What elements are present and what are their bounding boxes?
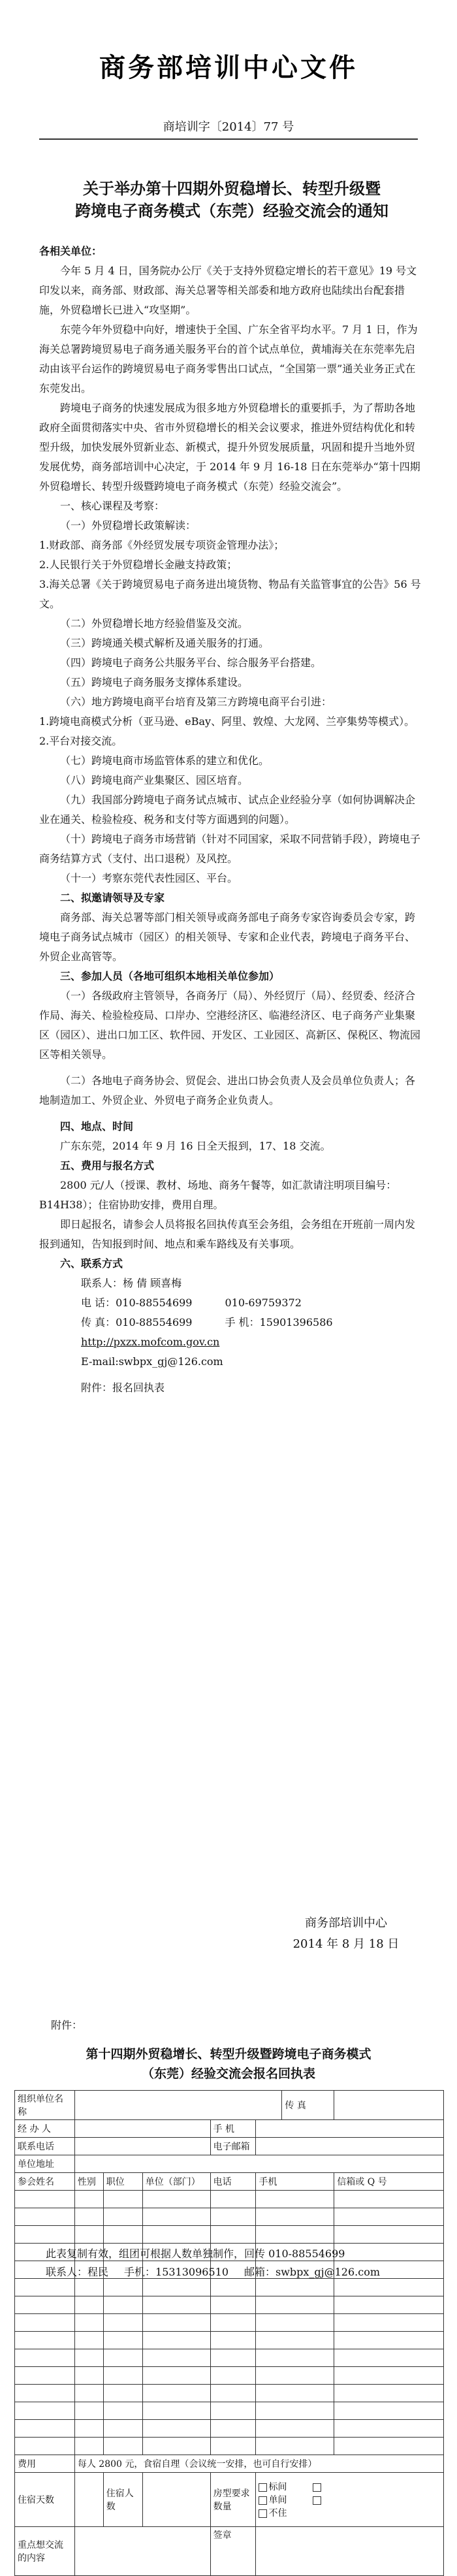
attendee-cell[interactable] [74, 2367, 103, 2385]
course-subitem: 3.海关总署《关于跨境贸易电子商务进出境货物、物品有关监管事宜的公告》56 号文。 [39, 578, 421, 610]
attendee-cell[interactable] [15, 2385, 75, 2402]
stay-days-label: 住宿天数 [15, 2473, 75, 2527]
attendee-cell[interactable] [74, 2438, 103, 2455]
paragraph: 东莞今年外贸稳中向好，增速快于全国、广东全省平均水平。7 月 1 日，作为海关总署跨境贸易电子商务通关服务平台的首个试点单位，黄埔海关在东莞率先启动由该平台运作的跨境贸易电子商务零售出口试点，“全国第一票”通关业务正式在东莞发出。 [39, 323, 418, 394]
attendee-cell[interactable] [334, 2296, 444, 2314]
room-option-label: 标间 [268, 2482, 287, 2492]
attendee-cell[interactable] [256, 2314, 334, 2332]
course-item: （七）跨境电商市场监管体系的建立和优化。 [60, 754, 270, 767]
notice-body [39, 242, 424, 1398]
header-divider [39, 138, 418, 140]
section-heading: 二、拟邀请领导及专家 [60, 892, 165, 904]
registration-form [14, 2090, 444, 2576]
course-subitem: 2.人民银行关于外贸稳增长金融支持政策； [39, 558, 238, 571]
col-header: 单位（部门） [142, 2173, 210, 2191]
attendee-cell[interactable] [142, 2208, 210, 2226]
phone-label: 电 话： [81, 1296, 116, 1309]
notice-title [26, 178, 437, 222]
attendee-cell[interactable] [334, 2402, 444, 2420]
attendee-cell[interactable] [15, 2191, 75, 2208]
attendee-cell[interactable] [210, 2314, 256, 2332]
attendee-cell[interactable] [256, 2332, 334, 2349]
attendee-cell[interactable] [334, 2438, 444, 2455]
attendee-cell[interactable] [103, 2332, 142, 2349]
attendee-cell[interactable] [15, 2314, 75, 2332]
paragraph: 商务部、海关总署等部门相关领导或商务部电子商务专家咨询委员会专家，跨境电子商务试点城市（园区）的相关领导、专家和企业代表，跨境电子商务平台、外贸企业高管等。 [39, 911, 416, 963]
course-item: （一）外贸稳增长政策解读： [60, 519, 197, 532]
footer-contact-name: 联系人：程民 [46, 2266, 109, 2278]
attendee-cell[interactable] [103, 2191, 142, 2208]
course-item: （八）跨境电商产业集聚区、园区培育。 [60, 774, 249, 786]
attendee-cell[interactable] [74, 2226, 103, 2244]
attendee-cell[interactable] [103, 2279, 142, 2296]
address-field[interactable] [74, 2155, 443, 2173]
paragraph: 2800 元/人（授课、教材、场地、商务午餐等，如汇款请注明项目编号：B14H38）；住宿协助安排，费用自理。 [39, 1179, 397, 1211]
attendee-cell[interactable] [142, 2385, 210, 2402]
attendee-cell[interactable] [334, 2226, 444, 2244]
fax-label: 传 真 [282, 2091, 334, 2120]
handler-label: 经 办 人 [15, 2120, 75, 2138]
section-heading: 四、地点、时间 [60, 1120, 134, 1133]
document-header-title: 商务部培训中心文件 [99, 53, 358, 83]
org-name-field[interactable] [74, 2091, 282, 2120]
footer-mobile: 手机：15313096510 [124, 2266, 228, 2278]
attendee-cell[interactable] [334, 2367, 444, 2385]
attendee-cell[interactable] [103, 2226, 142, 2244]
email-row: E-mail:swbpx_gj@126.com [81, 1355, 223, 1368]
paragraph: 今年 5 月 4 日，国务院办公厅《关于支持外贸稳定增长的若干意见》19 号文印发以来，商务部、财政部、海关总署等相关部委和地方政府也陆续出台配套措施，外贸稳增长已进入“攻坚期”。 [39, 265, 417, 316]
attendee-cell[interactable] [210, 2349, 256, 2367]
col-header: 性别 [74, 2173, 103, 2191]
attendee-cell[interactable] [15, 2349, 75, 2367]
course-subitem: 1.跨境电商模式分析（亚马逊、eBay、阿里、敦煌、大龙网、兰亭集势等模式）。 [39, 715, 415, 728]
attendee-cell[interactable] [334, 2385, 444, 2402]
attendee-cell[interactable] [74, 2349, 103, 2367]
course-item: （四）跨境电子商务公共服务平台、综合服务平台搭建。 [60, 656, 322, 669]
attendee-cell[interactable] [74, 2420, 103, 2438]
attendee-cell[interactable] [256, 2349, 334, 2367]
attendee-cell[interactable] [334, 2332, 444, 2349]
section-heading: 三、参加人员（各地可组织本地相关单位参加） [60, 970, 280, 982]
attendee-cell[interactable] [142, 2367, 210, 2385]
course-item: （三）跨境通关模式解析及通关服务的打通。 [60, 637, 270, 649]
org-name-label: 组织单位名称 [15, 2091, 75, 2120]
course-subitem: 2.平台对接交流。 [39, 735, 123, 747]
attendee-cell[interactable] [210, 2420, 256, 2438]
col-header: 职位 [103, 2173, 142, 2191]
paragraph: 广东东莞，2014 年 9 月 16 日全天报到，17、18 交流。 [60, 1140, 331, 1152]
course-subitem: 1.财政部、商务部《外经贸发展专项资金管理办法》； [39, 539, 285, 551]
focus-field[interactable] [74, 2527, 210, 2576]
phone-number: 010-88554699 [116, 1296, 193, 1309]
attendee-cell[interactable] [74, 2314, 103, 2332]
contact-names: 联系人：杨 倩 顾喜梅 [81, 1277, 182, 1289]
checkbox[interactable] [313, 2483, 321, 2492]
website-link[interactable]: http://pxzx.mofcom.gov.cn [81, 1336, 220, 1348]
paragraph: 即日起报名，请参会人员将报名回执传真至会务组，会务组在开班前一周内发报到通知，告知报到时间、地点和乘车路线及有关事项。 [39, 1218, 416, 1250]
attendee-cell[interactable] [142, 2349, 210, 2367]
contact-phone-row [39, 1293, 424, 1313]
form-title [33, 2044, 424, 2084]
attendee-cell[interactable] [15, 2402, 75, 2420]
attendee-cell[interactable] [210, 2226, 256, 2244]
attendee-cell[interactable] [15, 2296, 75, 2314]
form-title-line2: （东莞）经验交流会报名回执表 [141, 2067, 315, 2081]
attendee-cell[interactable] [15, 2226, 75, 2244]
attendee-cell[interactable] [256, 2208, 334, 2226]
attendee-cell[interactable] [256, 2296, 334, 2314]
attendee-cell[interactable] [103, 2402, 142, 2420]
attendee-cell[interactable] [15, 2279, 75, 2296]
attendee-cell[interactable] [256, 2191, 334, 2208]
website-row [39, 1332, 424, 1352]
room-option-label: 单间 [268, 2495, 287, 2505]
attachment-note: 附件：报名回执表 [81, 1381, 165, 1394]
attendee-cell[interactable] [334, 2420, 444, 2438]
attendee-cell[interactable] [74, 2208, 103, 2226]
course-item: （五）跨境电子商务服务支撑体系建设。 [60, 676, 249, 688]
attachment-label: 附件： [51, 2019, 83, 2031]
fee-text: 每人 2800 元，食宿自理（会议统一安排，也可自行安排） [74, 2455, 443, 2473]
attendee-cell[interactable] [74, 2296, 103, 2314]
stay-count-field[interactable] [142, 2473, 210, 2527]
focus-label: 重点想交流的内容 [15, 2527, 75, 2576]
attendee-cell[interactable] [210, 2367, 256, 2385]
attendee-cell[interactable] [74, 2191, 103, 2208]
document-number: 商培训字〔2014〕77 号 [163, 120, 294, 134]
attendee-cell[interactable] [210, 2438, 256, 2455]
attendee-cell[interactable] [210, 2385, 256, 2402]
attendee-cell[interactable] [103, 2296, 142, 2314]
attendee-cell[interactable] [142, 2314, 210, 2332]
attendee-cell[interactable] [74, 2385, 103, 2402]
section-heading: 一、核心课程及考察： [60, 500, 165, 512]
footer-note: 此表复制有效，组团可根据人数单独制作，回传 010-88554699 [46, 2247, 345, 2260]
phone-number: 010-69759372 [225, 1296, 302, 1309]
attendee-cell[interactable] [256, 2438, 334, 2455]
attendee-cell[interactable] [256, 2385, 334, 2402]
stay-count-label: 住宿人数 [103, 2473, 142, 2527]
email-label: 电子邮箱 [210, 2138, 256, 2155]
attendee-cell[interactable] [15, 2208, 75, 2226]
mobile-label: 手 机： [225, 1316, 260, 1328]
notice-title-line1: 关于举办第十四期外贸稳增长、转型升级暨 [83, 180, 381, 198]
attendee-cell[interactable] [142, 2296, 210, 2314]
attendee-cell[interactable] [142, 2226, 210, 2244]
col-header: 手机 [256, 2173, 334, 2191]
attendee-cell[interactable] [15, 2367, 75, 2385]
paragraph: 跨境电子商务的快速发展成为很多地方外贸稳增长的重要抓手，为了帮助各地政府全面贯彻落实中央、省市外贸稳增长的相关会议要求，推进外贸结构优化和转型升级，加快发展外贸新业态、新模式，提升外贸发展质量，巩固和提升当地外贸发展优势，商务部培训中心决定，于 2014 年 9 月 16-18 日在东莞举办“第十四期外贸稳增长、转型升级暨跨境电子商务模式（东莞）经验交流会”。 [39, 402, 420, 492]
attendee-cell[interactable] [103, 2208, 142, 2226]
attendee-cell[interactable] [210, 2296, 256, 2314]
col-header: 电话 [210, 2173, 256, 2191]
attendee-cell[interactable] [210, 2208, 256, 2226]
attendee-cell[interactable] [334, 2349, 444, 2367]
attendee-cell[interactable] [256, 2402, 334, 2420]
attendee-cell[interactable] [256, 2367, 334, 2385]
checkbox[interactable] [259, 2496, 267, 2505]
fax-field[interactable] [334, 2091, 444, 2120]
stay-days-field[interactable] [74, 2473, 103, 2527]
mobile-field[interactable] [256, 2120, 444, 2138]
attendee-cell[interactable] [142, 2402, 210, 2420]
section-heading: 五、费用与报名方式 [60, 1159, 155, 1172]
attendee-cell[interactable] [142, 2438, 210, 2455]
col-header: 信箱或 Q 号 [334, 2173, 444, 2191]
course-item: （九）我国部分跨境电子商务试点城市、试点企业经验分享（如何协调解决企业在通关、检验检疫、税务和支付等方面遇到的问题）。 [39, 794, 416, 826]
handler-field[interactable] [74, 2120, 210, 2138]
attendee-cell[interactable] [74, 2402, 103, 2420]
fee-label: 费用 [15, 2455, 75, 2473]
section-heading: 六、联系方式 [60, 1257, 123, 1270]
attendee-cell[interactable] [210, 2279, 256, 2296]
mobile-number: 15901396586 [259, 1316, 333, 1328]
attendee-cell[interactable] [142, 2191, 210, 2208]
attendee-cell[interactable] [15, 2438, 75, 2455]
attendee-cell[interactable] [334, 2314, 444, 2332]
attendee-cell[interactable] [210, 2191, 256, 2208]
attendee-cell[interactable] [103, 2420, 142, 2438]
attendee-cell[interactable] [142, 2420, 210, 2438]
attendee-cell[interactable] [142, 2279, 210, 2296]
attendee-cell[interactable] [256, 2279, 334, 2296]
attendee-cell[interactable] [15, 2332, 75, 2349]
course-item: （十一）考察东莞代表性园区、平台。 [60, 872, 238, 884]
course-item: （六）地方跨境电商平台培育及第三方跨境电商平台引进： [60, 696, 332, 708]
attendee-cell[interactable] [103, 2314, 142, 2332]
contact-fax-row [39, 1313, 424, 1332]
course-item: （十）跨境电子商务市场营销（针对不同国家，采取不同营销手段），跨境电子商务结算方式（支付、出口退税）及风控。 [39, 833, 421, 865]
fax-number: 010-88554699 [116, 1316, 193, 1328]
footer-email: 邮箱：swbpx_gj@126.com [244, 2266, 381, 2278]
attendee-cell[interactable] [74, 2279, 103, 2296]
attendee-cell[interactable] [15, 2420, 75, 2438]
paragraph: （二）各地电子商务协会、贸促会、进出口协会负责人及会员单位负责人；各地制造加工、外贸企业、外贸电子商务企业负责人。 [39, 1074, 416, 1106]
fax-label: 传 真： [81, 1316, 116, 1328]
form-title-line1: 第十四期外贸稳增长、转型升级暨跨境电子商务模式 [86, 2047, 371, 2061]
attendee-cell[interactable] [334, 2208, 444, 2226]
attendee-cell[interactable] [210, 2332, 256, 2349]
contact-phone-field[interactable] [74, 2138, 210, 2155]
checkbox[interactable] [259, 2483, 267, 2492]
room-options [256, 2473, 444, 2527]
sign-field[interactable] [256, 2527, 444, 2576]
salutation: 各相关单位： [39, 245, 102, 257]
room-type-label: 房型要求数量 [210, 2473, 256, 2527]
attendee-cell[interactable] [210, 2402, 256, 2420]
signature-org: 商务部培训中心 [305, 1916, 387, 1930]
paragraph: （一）各级政府主管领导，各商务厅（局）、外经贸厅（局）、经贸委、经济合作局、海关、检验检疫局、口岸办、空港经济区、临港经济区、电子商务产业集聚区（园区）、进出口加工区、软件园、开发区、工业园区、高新区、保税区、物流园区等相关领导。 [39, 990, 421, 1061]
attendee-cell[interactable] [334, 2191, 444, 2208]
attendee-cell[interactable] [74, 2332, 103, 2349]
attendee-cell[interactable] [103, 2367, 142, 2385]
mobile-label: 手 机 [210, 2120, 256, 2138]
course-item: （二）外贸稳增长地方经验借鉴及交流。 [60, 617, 249, 630]
attendee-cell[interactable] [103, 2438, 142, 2455]
attendee-cell[interactable] [142, 2332, 210, 2349]
sign-label: 签章 [210, 2527, 256, 2576]
footer-contact [46, 2264, 437, 2281]
checkbox[interactable] [259, 2509, 267, 2518]
checkbox[interactable] [313, 2496, 321, 2505]
room-option-label: 不住 [268, 2508, 287, 2519]
notice-title-line2: 跨境电子商务模式（东莞）经验交流会的通知 [75, 202, 388, 220]
attendee-cell[interactable] [256, 2226, 334, 2244]
col-header: 参会姓名 [15, 2173, 75, 2191]
attendee-cell[interactable] [334, 2279, 444, 2296]
contact-phone-label: 联系电话 [15, 2138, 75, 2155]
attendee-cell[interactable] [103, 2385, 142, 2402]
address-label: 单位地址 [15, 2155, 75, 2173]
email-field[interactable] [256, 2138, 444, 2155]
attendee-cell[interactable] [256, 2420, 334, 2438]
signature-date: 2014 年 8 月 18 日 [292, 1937, 400, 1951]
attendee-cell[interactable] [103, 2349, 142, 2367]
